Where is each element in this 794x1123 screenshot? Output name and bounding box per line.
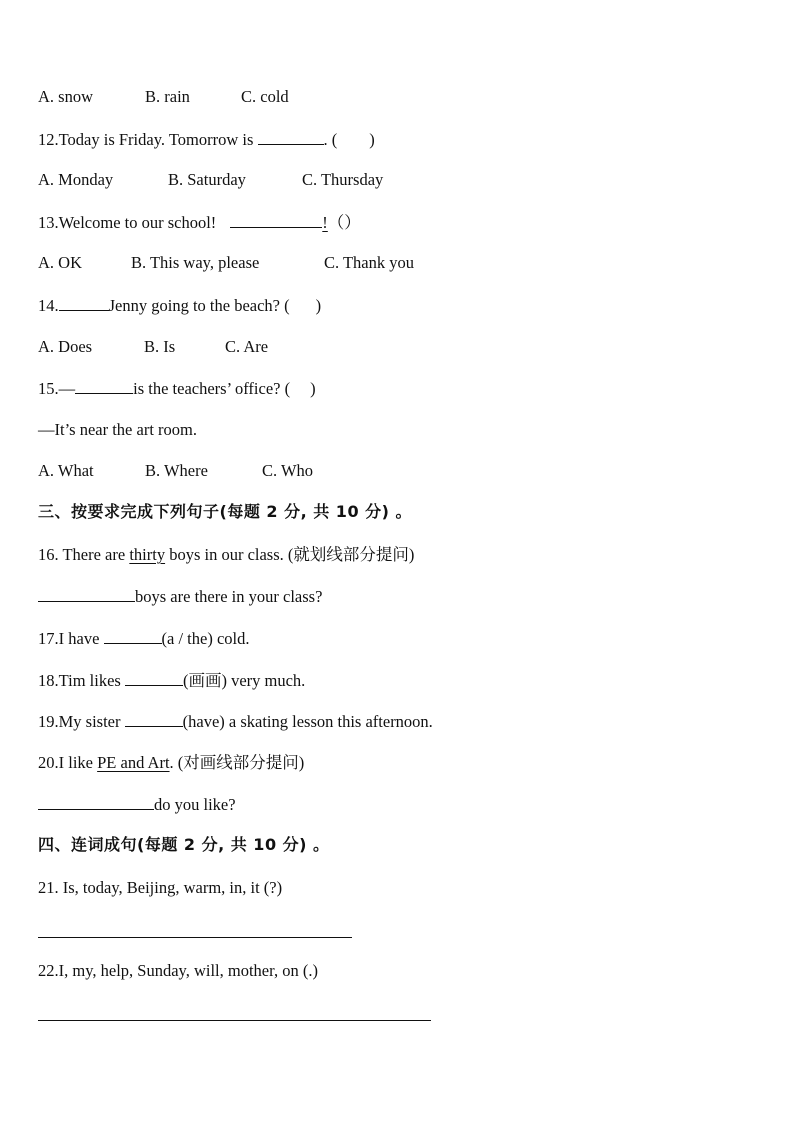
q13-option-b[interactable]: B. This way, please bbox=[131, 253, 260, 272]
q11-option-a[interactable]: A. snow bbox=[38, 87, 94, 106]
q19-text-post: (have) a skating lesson this afternoon. bbox=[182, 712, 433, 731]
q21-number: 21. bbox=[38, 878, 63, 897]
q15-option-a[interactable]: A. What bbox=[38, 461, 94, 480]
q15-blank[interactable] bbox=[75, 378, 133, 394]
q11-options bbox=[38, 87, 289, 107]
q15-option-c[interactable]: C. Who bbox=[262, 461, 314, 480]
q15-paren-close: ) bbox=[310, 379, 316, 398]
q18-text: Tim likes bbox=[58, 671, 125, 690]
q14-option-b[interactable]: B. Is bbox=[144, 337, 176, 356]
q14-option-c[interactable]: C. Are bbox=[225, 337, 269, 356]
q13-exclamation: ! bbox=[322, 213, 328, 232]
q15-options bbox=[38, 461, 313, 481]
q17-text-post: (a / the) cold. bbox=[161, 629, 250, 648]
q19-text: My sister bbox=[58, 712, 125, 731]
q14-text: Jenny going to the beach? ( bbox=[108, 296, 290, 315]
q22-words: I, my, help, Sunday, will, mother, on (.) bbox=[58, 961, 318, 980]
q21-answer-line[interactable] bbox=[38, 937, 352, 938]
q15-option-b[interactable]: B. Where bbox=[145, 461, 208, 480]
q19-number: 19. bbox=[38, 712, 59, 731]
q16-answer-blank[interactable] bbox=[38, 586, 135, 602]
q17-blank[interactable] bbox=[104, 628, 162, 644]
q11-option-b[interactable]: B. rain bbox=[145, 87, 190, 106]
question-21 bbox=[38, 878, 282, 898]
question-18 bbox=[38, 670, 305, 691]
q11-option-c[interactable]: C. cold bbox=[241, 87, 289, 106]
question-15 bbox=[38, 378, 316, 399]
question-13 bbox=[38, 212, 361, 233]
q15-number: 15. bbox=[38, 379, 59, 398]
q18-text-post: (画画) very much. bbox=[182, 671, 306, 690]
q16-underlined-word: thirty bbox=[129, 545, 166, 564]
q22-answer-line[interactable] bbox=[38, 1020, 431, 1021]
q19-blank[interactable] bbox=[125, 711, 183, 727]
section-3-title: 三、按要求完成下列句子(每题 2 分, 共 10 分) 。 bbox=[38, 502, 413, 521]
q18-number: 18. bbox=[38, 671, 59, 690]
question-22 bbox=[38, 961, 318, 981]
q12-options bbox=[38, 170, 383, 190]
q14-blank[interactable] bbox=[59, 295, 109, 311]
q20-text: I like bbox=[58, 753, 98, 772]
q13-blank[interactable] bbox=[230, 212, 322, 228]
q14-paren-close: ) bbox=[315, 296, 322, 315]
q12-option-a[interactable]: A. Monday bbox=[38, 170, 114, 189]
question-16 bbox=[38, 545, 414, 565]
question-12 bbox=[38, 129, 375, 150]
q14-options bbox=[38, 337, 268, 357]
q12-number: 12. bbox=[38, 130, 59, 149]
q16-answer-text: boys are there in your class? bbox=[135, 587, 323, 606]
q16-answer bbox=[38, 586, 322, 607]
q12-text-post: . ( bbox=[323, 130, 338, 149]
q12-option-c[interactable]: C. Thursday bbox=[302, 170, 384, 189]
q13-text: Welcome to our school! bbox=[58, 213, 217, 232]
question-19 bbox=[38, 711, 433, 732]
q22-number: 22. bbox=[38, 961, 59, 980]
section-4-title: 四、连词成句(每题 2 分, 共 10 分) 。 bbox=[38, 835, 330, 854]
q13-paren[interactable]: （） bbox=[327, 213, 361, 232]
q20-underlined-words: PE and Art bbox=[97, 753, 170, 772]
question-17 bbox=[38, 628, 250, 649]
q15-text: is the teachers’ office? ( bbox=[133, 379, 291, 398]
q15-reply: —It’s near the art room. bbox=[38, 420, 197, 439]
question-14 bbox=[38, 295, 321, 316]
q20-number: 20. bbox=[38, 753, 59, 772]
q16-text-post: boys in our class. (就划线部分提问) bbox=[165, 545, 415, 564]
q16-text: There are bbox=[62, 545, 130, 564]
q13-option-c[interactable]: C. Thank you bbox=[324, 253, 414, 272]
q15-dash: — bbox=[58, 379, 76, 398]
q13-number: 13. bbox=[38, 213, 59, 232]
q16-number: 16. bbox=[38, 545, 63, 564]
q14-number: 14. bbox=[38, 296, 59, 315]
q14-option-a[interactable]: A. Does bbox=[38, 337, 93, 356]
q20-answer-blank[interactable] bbox=[38, 794, 154, 810]
q20-answer bbox=[38, 794, 236, 815]
q12-paren-close: ) bbox=[369, 130, 375, 149]
q17-number: 17. bbox=[38, 629, 59, 648]
question-20 bbox=[38, 753, 304, 773]
q21-words: Is, today, Beijing, warm, in, it (?) bbox=[62, 878, 283, 897]
q20-answer-text: do you like? bbox=[154, 795, 236, 814]
q20-text-post: . (对画线部分提问) bbox=[169, 753, 305, 772]
q12-option-b[interactable]: B. Saturday bbox=[168, 170, 246, 189]
q12-text: Today is Friday. Tomorrow is bbox=[58, 130, 258, 149]
q13-options bbox=[38, 253, 414, 273]
q12-blank[interactable] bbox=[258, 129, 324, 145]
q17-text: I have bbox=[58, 629, 104, 648]
q18-blank[interactable] bbox=[125, 670, 183, 686]
q13-option-a[interactable]: A. OK bbox=[38, 253, 82, 272]
